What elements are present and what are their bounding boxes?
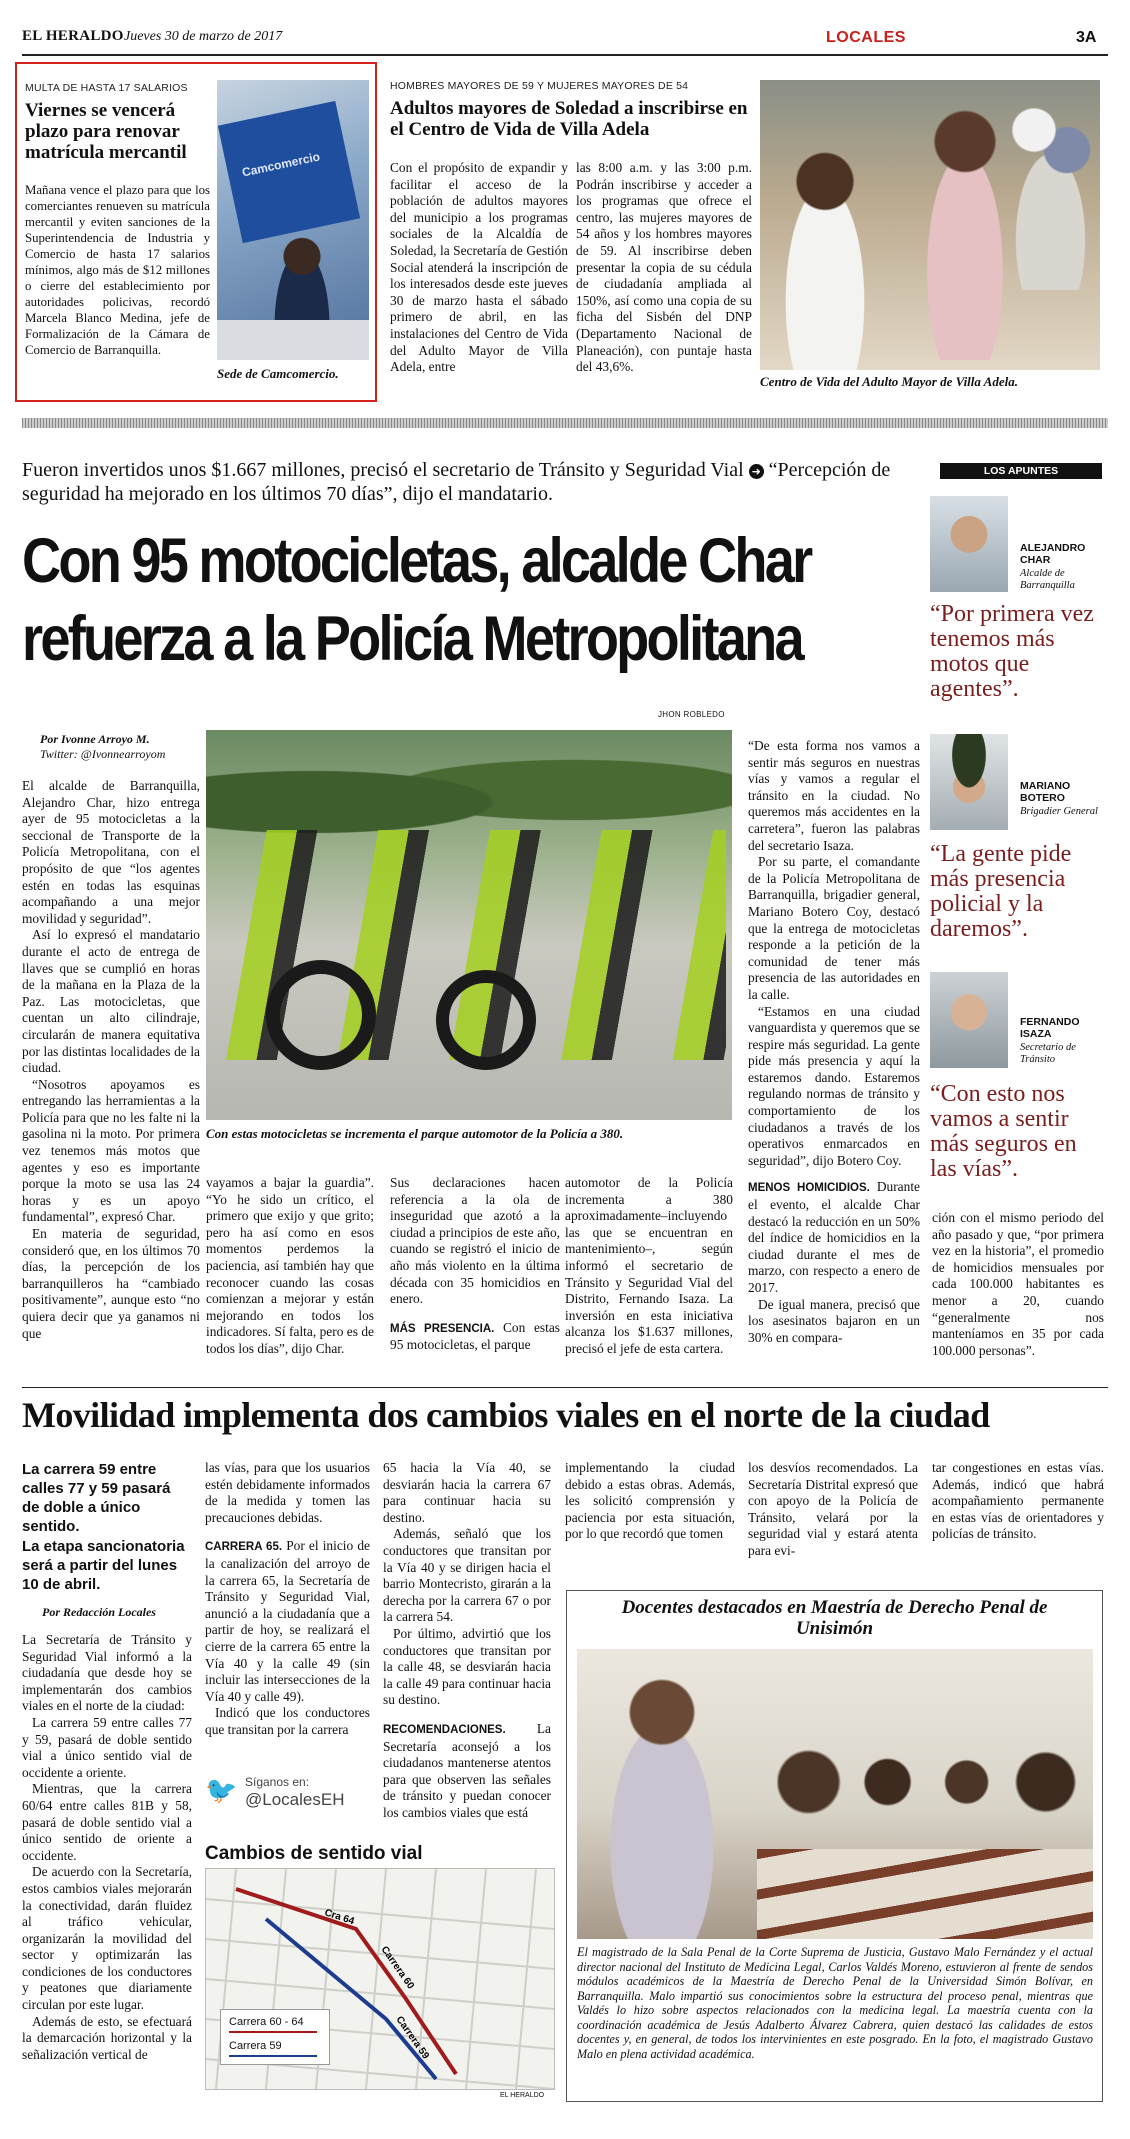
map-label-carrera59: Carrera 59 bbox=[393, 2014, 431, 2062]
subhead-carrera-65: CARRERA 65. bbox=[205, 1541, 283, 1554]
story2-headline: Adultos mayores de Soledad a inscribirse en el Centro de Vida de Villa Adela bbox=[390, 98, 748, 140]
story2-kicker: HOMBRES MAYORES DE 59 Y MUJERES MAYORES DE 54 bbox=[390, 80, 689, 92]
apunte-role: Secretario de Tránsito bbox=[1020, 1042, 1076, 1065]
story4-col5: los desvíos recomendados. La Secretaría Distrital expresó que con apoyo de la Policía de Tránsito, velará por la seguridad vial y estará atenta para evi- bbox=[748, 1460, 918, 1558]
story3-deck bbox=[22, 458, 922, 506]
photo-adultos-mayores bbox=[760, 80, 1100, 370]
speaker-shape bbox=[587, 1669, 737, 1939]
masthead-rule bbox=[22, 54, 1108, 56]
page-number: 3A bbox=[1076, 29, 1097, 46]
story3-col5: “De esta forma nos vamos a sentir más seguros en nuestras vías y vamos a regular el tránsito en la ciudad. No queremos más accidentes en la carretera”, fueron las palabras del secretario Isaza. Por su parte, el comandante de la Policía Metropolitana de Barranquilla, brigadier general, Mariano Botero Coy, destacó que la entrega de motocicletas responde a la petición de la comunidad de tener más presencia de las autoridades en la calle. “Estamos en una ciudad vanguardista y queremos que se respire más seguridad. La gente pide más presencia y aquí la estaremos dando. Estaremos regulando normas de tránsito y comportamiento de los ciudadanos a través de los operativos enmarcados en seguridad”, dijo Botero Coy. MENOS HOMICIDIOS. Durante el evento, el alcalde Char destacó la reducción en un 50% del índice de homicidios en la ciudad durante el mes de marzo, con respecto a enero de 2017. De igual manera, precisó que los asesinatos bajaron en un 30% en compara- bbox=[748, 738, 920, 1345]
apunte-quote: “Con esto nos vamos a sentir más seguros en las vías”. bbox=[930, 1081, 1077, 1182]
subhead-mas-presencia: MÁS PRESENCIA. bbox=[390, 1322, 495, 1335]
story2-col2: las 8:00 a.m. y las 3:00 p.m. Podrán inscribirse y acceder a los programas que ofrece el centro, las mujeres mayores de 54 años y los hombres mayores de 59. Al inscribirse deben presentar la copia de su cédula de ciudadanía ampliada al 150%, así como una copia de su ficha del Sisbén del DNP (Departamento Nacional de Planeación), con puntaje hasta del 43,6%. bbox=[576, 160, 752, 375]
twitter-bird-icon: 🐦 bbox=[205, 1776, 238, 1806]
story4-lead2: La etapa sancionatoria será a partir del lunes 10 de abril. bbox=[22, 1538, 185, 1593]
box-headline: Docentes destacados en Maestría de Derecho Penal de Unisimón bbox=[621, 1597, 1048, 1639]
byline bbox=[40, 732, 200, 762]
students-shape bbox=[777, 1749, 1093, 1859]
legend-line-blue bbox=[229, 2055, 317, 2057]
story3-col4: automotor de la Policía incrementa a 380 aproximadamente–incluyendo las que se encuentran en mantenimiento–, según informó el secretario de Tránsito y Seguridad Vial del Distrito, Fernando Isaza. La inversión en esta iniciativa alcanza los $1.637 millones, precisó el jefe de esta cartera. bbox=[565, 1175, 733, 1356]
apunte-name: FERNANDO ISAZA bbox=[1020, 1016, 1080, 1040]
twitter-label: Síganos en: bbox=[245, 1775, 310, 1789]
byline-author: Por Ivonne Arroyo M. bbox=[40, 732, 150, 746]
map-credit: EL HERALDO bbox=[500, 2092, 545, 2099]
photo-credit: JHON ROBLEDO bbox=[658, 710, 725, 719]
front-wheel bbox=[266, 960, 376, 1070]
photo-motocicletas-caption: Con estas motocicletas se incrementa el parque automotor de la Policía a 380. bbox=[206, 1126, 624, 1141]
box-caption: El magistrado de la Sala Penal de la Corte Suprema de Justicia, Gustavo Malo Fernández y el actual director nacional del Instituto de Medicina Legal, Carlos Valdés Moreno, estuvieron al frente de sendos módulos académicos de la Maestría de Derecho Penal de la Universidad Simón Bolívar, en Barranquilla. Malo impartió sus conocimientos sobre la estructura del proceso penal, mientras que Valdés lo hizo sobre aspectos relacionados con la medicina legal. La maestría cuenta con la coordinación académica de Jesús Adalberto Álvarez Cabrera, quien destacó las calidades de estos docentes y, en general, de todos los intervinientes en este posgrado. En la foto, el magistrado Gustavo Malo en plena actividad académica. bbox=[577, 1945, 1093, 2061]
apunte-quote: “Por primera vez tenemos más motos que agentes”. bbox=[930, 601, 1094, 702]
legend-item: Carrera 60 - 64 bbox=[229, 2016, 304, 2028]
story4-col3: 65 hacia la Vía 40, se desviarán hacia la carrera 67 para continuar hacia su destino. Además, señaló que los conductores que transitan por la Vía 40 y se dirigen hacia el barrio Montecristo, girarán a la derecha por la carrera 67 o por la carrera 54. Por último, advirtió que los conductores que transitan por la calle 48, se desviarán hacia la calle 49 para continuar hacia su destino. RECOMENDACIONES. La Secretaría aconsejó a los ciudadanos mantenerse atentos para que observen las señales de tránsito y puedan conocer los cambios viales que está bbox=[383, 1460, 551, 1820]
section-separator bbox=[22, 418, 1108, 428]
paper-name: EL HERALDO bbox=[22, 28, 124, 44]
deck-arrow-icon: ➜ bbox=[749, 464, 764, 479]
photo-camcomercio bbox=[217, 80, 369, 360]
story4-col2: las vías, para que los usuarios estén debidamente informados de la medida y tomen las precauciones debidas. CARRERA 65. Por el inicio de la canalización del arroyo de la carrera 65, la Secretaría de Tránsito y Seguridad Vial, anunció a la ciudadanía que a partir de hoy, se realizará el cierre de la carrera 65 entre la Vía 40 y la calle 49 (sin incluir las intersecciones de la Vía 40 y calle 49). Indicó que los conductores que transitan por la carrera bbox=[205, 1460, 370, 1737]
photo-docentes bbox=[577, 1649, 1093, 1939]
apunte-role: Alcalde de Barranquilla bbox=[1020, 568, 1075, 591]
story-matricula bbox=[15, 62, 377, 402]
story4-byline: Por Redacción Locales bbox=[42, 1605, 156, 1619]
twitter-follow[interactable] bbox=[205, 1775, 405, 1815]
desk-shape bbox=[217, 320, 369, 360]
story3-headline-1: Con 95 motocicletas, alcalde Char bbox=[22, 526, 811, 596]
map-label-carrera60: Carrera 60 bbox=[378, 1944, 416, 1992]
apunte-name: MARIANO BOTERO bbox=[1020, 780, 1071, 804]
map-title: Cambios de sentido vial bbox=[205, 1843, 423, 1864]
story2-col1: Con el propósito de expandir y facilitar el acceso de la población de adultos mayores del municipio a los programas sociales de la Alcaldía de Soledad, la Secretaría de Gestión Social atenderá la inscripción de los interesados desde este jueves 30 de marzo hasta el sábado primero de abril, en las instalaciones del Centro de Vida del Adulto Mayor de Villa Adela, entre bbox=[390, 160, 568, 375]
subhead-menos-homicidios: MENOS HOMICIDIOS. bbox=[748, 1182, 870, 1195]
map bbox=[205, 1868, 555, 2090]
portrait-isaza bbox=[930, 972, 1008, 1068]
story3-headline-2: refuerza a la Policía Metropolitana bbox=[22, 604, 802, 674]
woman-shape bbox=[770, 140, 880, 370]
story4-rule bbox=[22, 1387, 1108, 1388]
photo-caption: Sede de Camcomercio. bbox=[217, 366, 339, 381]
story4-headline: Movilidad implementa dos cambios viales en el norte de la ciudad bbox=[22, 1395, 990, 1435]
twitter-handle: @LocalesEH bbox=[245, 1790, 345, 1809]
legend-item: Carrera 59 bbox=[229, 2040, 282, 2052]
story4-col1: La Secretaría de Tránsito y Seguridad Vial informó a la ciudadanía que desde hoy se implementarán dos cambios viales en el norte de la ciudad: La carrera 59 entre calles 77 y 59, pasará de doble sentido vial a único sentido vial de occidente a oriente. Mientras, que la carrera 60/64 entre calles 81B y 58, pasará de doble sentido vial a único sentido de oriente a occidente. De acuerdo con la Secretaría, estos cambios viales mejorarán la conectividad, darán fluidez al tráfico vehicular, organizarán la movilidad del sector y optimizarán las condiciones de los conductores y peatones que diariamente circulan por este lugar. Además de esto, se efectuará la demarcación horizontal y la señalización vertical de bbox=[22, 1632, 192, 2062]
story3-col1: El alcalde de Barranquilla, Alejandro Char, hizo entrega ayer de 95 motocicletas a la seccional de Transporte de la Policía Metropolitana, con el propósito de que “los agentes estén en todas las esquinas acompañando a una mejor movilidad y seguridad”. Así lo expresó el mandatario durante el acto de entrega de llaves que se cumplió en horas de la mañana en la Plaza de la Paz. Las motocicletas, que cuentan un alto cilindraje, circularán de manera equitativa por las distintas localidades de la ciudad. “Nosotros apoyamos es entregando las herramientas a la Policía para que no les falte ni la gasolina ni la moto. Por primera vez tenemos más motos que agentes y eso es importante porque la moto se usa las 24 horas y es un apoyo fundamental”, expresó Char. En materia de seguridad, consideró que, en los últimos 70 días, la percepción de los barranquilleros ha “cambiado positivamente”, aunque esto “no quiera decir que ya ganamos ni que bbox=[22, 778, 200, 1341]
crowd-shape bbox=[990, 90, 1100, 290]
box-docentes bbox=[566, 1590, 1103, 2102]
portrait-botero bbox=[930, 734, 1008, 830]
apunte-quote: “La gente pide más presencia policial y la daremos”. bbox=[930, 841, 1072, 942]
apuntes-label: LOS APUNTES bbox=[940, 463, 1102, 479]
story3-col6: ción con el mismo periodo del año pasado y que, “por primera vez en la historia”, el promedio de homicidios mensuales por cada 100.000 habitantes es menor a 20, cuando “generalmente nos manteníamos en 35 por cada 100.000 personas”. bbox=[932, 1210, 1104, 1358]
legend-line-red bbox=[229, 2031, 317, 2033]
story3-col3: Sus declaraciones hacen referencia a la ola de inseguridad que azotó a la ciudad a principios de este año, cuando se registró el inicio de año más violento en la última década con 35 homicidios en enero. MÁS PRESENCIA. Con estas 95 motocicletas, el parque bbox=[390, 1175, 560, 1353]
desks-shape bbox=[757, 1849, 1093, 1939]
subhead-recomendaciones: RECOMENDACIONES. bbox=[383, 1723, 506, 1736]
story4-col4: implementando la ciudad debido a estas obras. Además, les solicitó comprensión y paciencia por esta situación, por lo que recordó que tomen bbox=[565, 1460, 735, 1542]
headline: Viernes se vencerá plazo para renovar matrícula mercantil bbox=[25, 100, 187, 163]
body-text: Mañana vence el plazo para que los comerciantes renueven su matrícula mercantil y eviten sanciones de la Superintendencia de Industria y Comercio de hasta 17 salarios mínimos, algo más de $12 millones o cierre del establecimiento por autoridades policivas, recordó Marcela Blanco Medina, jefe de Formalización de la Cámara de Comercio de Barranquilla. bbox=[25, 183, 210, 357]
story4-lead1: La carrera 59 entre calles 77 y 59 pasará de doble a único sentido. bbox=[22, 1461, 171, 1535]
apunte-role: Brigadier General bbox=[1020, 806, 1098, 817]
portrait-char bbox=[930, 496, 1008, 592]
masthead bbox=[22, 26, 1107, 52]
deck-part-a: Fueron invertidos unos $1.667 millones, precisó el secretario de Tránsito y Seguridad Vial bbox=[22, 459, 744, 481]
map-legend bbox=[220, 2009, 330, 2065]
story3-col2: vayamos a bajar la guardia”. “Yo he sido un crítico, el primero que exijo y que grito; pero ha así como en esos momentos perdemos la paciencia, así también hay que reconocer cuando las cosas comienzan a mejorar y están mejorando en todos los indicadores. Sí falta, pero es de todos los días”, dijo Char. bbox=[206, 1175, 374, 1356]
byline-twitter: Twitter: @Ivonnearroyom bbox=[40, 747, 166, 761]
photo-motocicletas bbox=[206, 730, 732, 1120]
sign-text: Camcomercio bbox=[240, 149, 322, 180]
rear-wheel bbox=[436, 970, 536, 1070]
deck-part-b: “Percepción de seguridad ha mejorado en los últimos 70 días”, dijo el mandatario. bbox=[22, 459, 891, 505]
story4-col6: tar congestiones en estas vías. Además, indicó que habrá acompañamiento permanente en estas vías de orientadores y policías de tránsito. bbox=[932, 1460, 1104, 1542]
kicker: MULTA DE HASTA 17 SALARIOS bbox=[25, 82, 188, 94]
story2-caption: Centro de Vida del Adulto Mayor de Villa Adela. bbox=[760, 374, 1018, 389]
section-name: LOCALES bbox=[826, 29, 906, 46]
apunte-name: ALEJANDRO CHAR bbox=[1020, 542, 1086, 566]
map-label-cra64: Cra 64 bbox=[323, 1907, 356, 1928]
date: Jueves 30 de marzo de 2017 bbox=[124, 29, 283, 44]
sign-board bbox=[218, 101, 360, 243]
